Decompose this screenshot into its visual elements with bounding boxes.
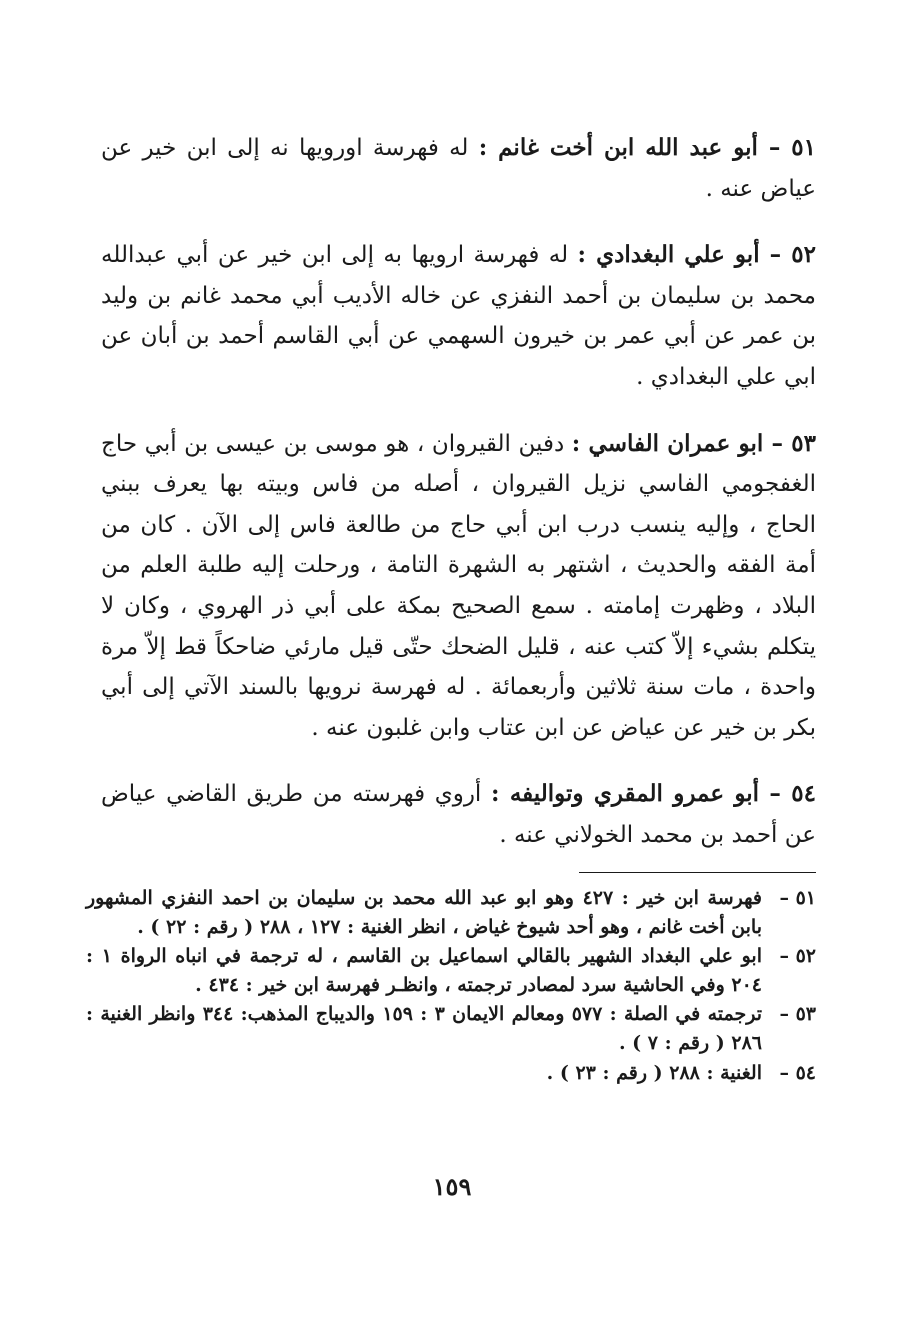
- entry-54: [101, 774, 816, 855]
- entry-body: أروي فهرسته من طريق القاضي عياض عن أحمد بن محمد الخولاني عنه .: [101, 781, 816, 848]
- footnote-separator: [579, 872, 816, 873]
- footnotes: [86, 884, 816, 1087]
- entry-heading: ٥١ – أبو عبد الله ابن أخت غانم :: [478, 134, 816, 161]
- footnote-52: [86, 942, 816, 999]
- page-number: ١٥٩: [432, 1172, 472, 1201]
- footnote-text: فهرسة ابن خير : ٤٢٧ وهو ابو عبد الله محمد بن سليمان بن احمد النفزي المشهور بابن أخت غانم ، وهو أحد شيوخ غياض ، انظر الغنية : ١٢٧ ، ٢٨٨ ( رقم : ٢٢ ) .: [86, 887, 762, 938]
- entry-53: [101, 424, 816, 749]
- footnote-53: [86, 1000, 816, 1057]
- entry-body: دفين القيروان ، هو موسى بن عيسى بن أبي حاج الغفجومي الفاسي نزيل القيروان ، أصله من فاس وبيته بها يعرف ببني الحاج ، وإليه ينسب درب ابن أبي حاج من طالعة فاس إلى الآن . كان من أمة الفقه والحديث ، اشتهر به الشهرة التامة ، ورحلت إليه طلبة العلم من البلاد ، وظهرت إمامته . سمع الصحيح بمكة على أبي ذر الهروي ، وكان لا يتكلم بشيء إلاّ كتب عنه ، قليل الضحك حتّى قيل مارئي ضاحكاً قط إلاّ مرة واحدة ، مات سنة ثلاثين وأربعمائة . له فهرسة نرويها بالسند الآتي إلى أبي بكر بن خير عن عياض عن ابن عتاب وابن غلبون عنه .: [101, 430, 816, 741]
- entry-body: له فهرسة ارويها به إلى ابن خير عن أبي عبدالله محمد بن سليمان بن أحمد النفزي عن خاله الأديب أبي محمد غانم بن وليد بن عمر عن أبي عمر بن خيرون السهمي عن أبي القاسم أحمد بن أبان عن ابي علي البغدادي .: [101, 242, 816, 390]
- entry-heading: ٥٣ – ابو عمران الفاسي :: [571, 429, 816, 457]
- entry-body: له فهرسة اورويها نه إلى ابن خير عن عياض عنه .: [101, 135, 816, 202]
- footnote-number: ٥٤ –: [779, 1061, 816, 1084]
- footnote-number: ٥٣ –: [779, 1003, 816, 1026]
- footnote-text: ابو علي البغداد الشهير بالقالي اسماعيل بن القاسم ، له ترجمة في انباه الرواة ١ : ٢٠٤ وفي الحاشية سرد لمصادر ترجمته ، وانظـر فهرسة ابن خير : ٤٣٤ .: [86, 945, 762, 996]
- entry-51: [101, 128, 816, 209]
- footnote-number: ٥٢ –: [779, 945, 816, 968]
- entry-52: [101, 235, 816, 397]
- main-text: [101, 128, 816, 856]
- entry-heading: ٥٤ – أبو عمرو المقري وتواليفه :: [490, 780, 816, 808]
- footnote-51: [86, 884, 816, 941]
- footnote-text: ترجمته في الصلة : ٥٧٧ ومعالم الايمان ٣ : ١٥٩ والديباج المذهب: ٣٤٤ وانظر الغنية : ٢٨٦ ( رقم : ٧ ) .: [86, 1003, 763, 1054]
- entry-heading: ٥٢ – أبو علي البغدادي :: [577, 241, 816, 269]
- footnote-number: ٥١ –: [779, 887, 816, 909]
- footnote-54: [86, 1059, 816, 1088]
- footnote-text: الغنية : ٢٨٨ ( رقم : ٢٣ ) .: [546, 1061, 762, 1084]
